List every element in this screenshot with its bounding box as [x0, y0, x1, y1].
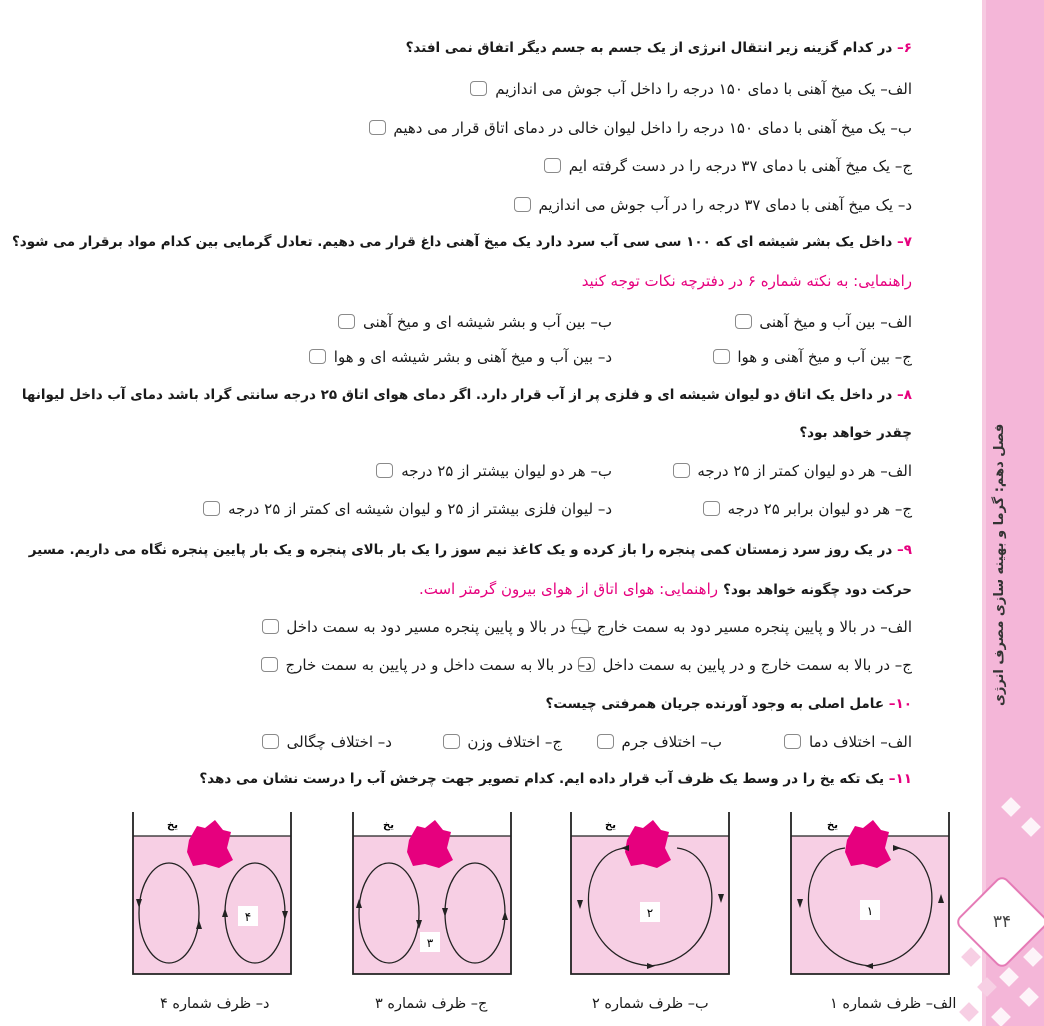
option-7-be[interactable] — [338, 313, 612, 331]
question-9 — [10, 542, 912, 558]
option-label: د– بین آب و میخ آهنی و بشر شیشه ای و هوا — [333, 348, 612, 366]
checkbox[interactable] — [673, 463, 690, 478]
option-label: ج– اختلاف وزن — [467, 733, 562, 751]
hint-7: راهنمایی: به نکته شماره ۶ در دفترچه نکات توجه کنید — [581, 272, 912, 290]
question-number: ۷– — [897, 234, 912, 250]
option-label: الف– هر دو لیوان کمتر از ۲۵ درجه — [697, 462, 912, 480]
option-label: د– اختلاف چگالی — [286, 733, 392, 751]
caption-label: ب– ظرف شماره ۲ — [592, 996, 709, 1012]
option-label: الف– یک میخ آهنی با دمای ۱۵۰ درجه را داخل آب جوش می اندازیم — [495, 80, 912, 98]
option-8-alef[interactable] — [673, 462, 912, 480]
ice-label: یخ — [167, 820, 178, 831]
question-9-line2 — [10, 579, 912, 598]
question-10 — [10, 696, 912, 712]
question-text: عامل اصلی به وجود آورنده جریان همرفتی چیست؟ — [545, 696, 885, 712]
page-number: ۳۴ — [992, 912, 1012, 932]
figure-caption-1[interactable] — [830, 996, 956, 1012]
option-8-dal[interactable] — [203, 500, 612, 518]
checkbox[interactable] — [262, 619, 279, 634]
checkbox[interactable] — [713, 349, 730, 364]
checkbox[interactable] — [703, 501, 720, 516]
caption-label: د– ظرف شماره ۴ — [160, 996, 270, 1012]
option-10-jim[interactable] — [443, 733, 562, 751]
checkbox[interactable] — [262, 734, 279, 749]
option-9-jim[interactable] — [578, 656, 912, 674]
figure-number: ۳ — [426, 936, 434, 950]
option-10-dal[interactable] — [262, 733, 392, 751]
figure-caption-3[interactable] — [375, 996, 487, 1012]
question-text: در داخل یک اتاق دو لیوان شیشه ای و فلزی پر از آب قرار دارد. اگر دمای هوای اتاق ۲۵ درجه سانتی گراد باشد دمای آب داخل لیوانها — [21, 387, 893, 403]
option-label: ب– یک میخ آهنی با دمای ۱۵۰ درجه را داخل لیوان خالی در دمای اتاق قرار می دهیم — [393, 119, 912, 137]
question-7 — [10, 234, 912, 250]
ice-cube — [625, 820, 671, 868]
option-10-alef[interactable] — [784, 733, 912, 751]
question-8-line2: چقدر خواهد بود؟ — [799, 425, 912, 441]
option-8-jim[interactable] — [703, 500, 912, 518]
option-10-be[interactable] — [597, 733, 722, 751]
option-label: د– در بالا به سمت داخل و در پایین به سمت خارج — [285, 656, 592, 674]
option-label: ب– اختلاف جرم — [621, 733, 722, 751]
option-label: ج– در بالا به سمت خارج و در پایین به سمت داخل — [602, 656, 912, 674]
option-label: د– یک میخ آهنی با دمای ۳۷ درجه را در آب جوش می اندازیم — [538, 196, 912, 214]
figure-number: ۱ — [866, 904, 874, 918]
option-9-dal[interactable] — [261, 656, 592, 674]
option-label: ج– هر دو لیوان برابر ۲۵ درجه — [727, 500, 912, 518]
option-6-dal[interactable] — [10, 196, 912, 214]
question-text: حرکت دود چگونه خواهد بود؟ — [723, 582, 912, 598]
checkbox[interactable] — [369, 120, 386, 135]
question-number: ۱۱– — [888, 771, 912, 787]
option-label: الف– اختلاف دما — [808, 733, 912, 751]
question-number: ۱۰– — [888, 696, 912, 712]
option-6-alef[interactable] — [10, 80, 912, 98]
ice-cube — [187, 820, 233, 868]
checkbox[interactable] — [470, 81, 487, 96]
option-6-jim[interactable] — [10, 157, 912, 175]
question-6 — [10, 40, 912, 56]
question-text: یک تکه یخ را در وسط یک ظرف آب قرار داده ایم. کدام تصویر جهت چرخش آب را درست نشان می دهد؟ — [199, 771, 885, 787]
option-6-be[interactable] — [10, 119, 912, 137]
option-label: ب– در بالا و پایین پنجره مسیر دود به سمت داخل — [286, 618, 592, 636]
caption-label: ج– ظرف شماره ۳ — [375, 996, 488, 1012]
question-text: داخل یک بشر شیشه ای که ۱۰۰ سی سی آب سرد دارد یک میخ آهنی داغ قرار می دهیم. تعادل گرمایی بین کدام مواد برقرار می شود؟ — [11, 234, 893, 250]
option-label: د– لیوان فلزی بیشتر از ۲۵ و لیوان شیشه ای کمتر از ۲۵ درجه — [228, 500, 612, 518]
checkbox[interactable] — [544, 158, 561, 173]
checkbox[interactable] — [376, 463, 393, 478]
question-number: ۸– — [897, 387, 912, 403]
option-label: الف– در بالا و پایین پنجره مسیر دود به سمت خارج — [596, 618, 912, 636]
ice-label: یخ — [827, 820, 838, 831]
checkbox[interactable] — [309, 349, 326, 364]
question-number: ۶– — [897, 40, 912, 56]
container-figure-3 — [347, 808, 517, 978]
caption-label: الف– ظرف شماره ۱ — [830, 996, 957, 1012]
question-text: در کدام گزینه زیر انتقال انرژی از یک جسم به جسم دیگر اتفاق نمی افتد؟ — [405, 40, 893, 56]
ice-label: یخ — [605, 820, 616, 831]
chapter-title: فصل دهم: گرما و بهینه سازی مصرف انرژی — [992, 423, 1007, 707]
checkbox[interactable] — [261, 657, 278, 672]
option-8-be[interactable] — [376, 462, 612, 480]
container-figure-2 — [565, 808, 735, 978]
figure-number: ۴ — [244, 910, 252, 924]
option-7-alef[interactable] — [735, 313, 912, 331]
container-figure-4 — [127, 808, 297, 978]
option-9-alef[interactable] — [572, 618, 912, 636]
option-label: ب– بین آب و بشر شیشه ای و میخ آهنی — [362, 313, 612, 331]
ice-cube — [845, 820, 891, 868]
option-label: ج– یک میخ آهنی با دمای ۳۷ درجه را در دست گرفته ایم — [568, 157, 912, 175]
ice-cube — [407, 820, 453, 868]
figure-caption-2[interactable] — [592, 996, 709, 1012]
hint-9: راهنمایی: هوای اتاق از هوای بیرون گرمتر است. — [418, 580, 719, 598]
option-7-dal[interactable] — [309, 348, 612, 366]
checkbox[interactable] — [338, 314, 355, 329]
ice-label: یخ — [383, 820, 394, 831]
question-8 — [10, 387, 912, 403]
checkbox[interactable] — [514, 197, 531, 212]
option-7-jim[interactable] — [713, 348, 912, 366]
checkbox[interactable] — [735, 314, 752, 329]
option-label: الف– بین آب و میخ آهنی — [759, 313, 912, 331]
figure-number: ۲ — [646, 906, 654, 920]
checkbox[interactable] — [443, 734, 460, 749]
option-9-be[interactable] — [262, 618, 592, 636]
checkbox[interactable] — [597, 734, 614, 749]
checkbox[interactable] — [784, 734, 801, 749]
checkbox[interactable] — [203, 501, 220, 516]
figure-caption-4[interactable] — [160, 996, 269, 1012]
question-number: ۹– — [897, 542, 912, 558]
option-label: ب– هر دو لیوان بیشتر از ۲۵ درجه — [401, 462, 612, 480]
question-11 — [10, 771, 912, 787]
container-figure-1 — [785, 808, 955, 978]
question-text: در یک روز سرد زمستان کمی پنجره را باز کرده و یک کاغذ نیم سوز را یک بار بالای پنجره و یک بار پایین پنجره نگاه می داریم. مسیر — [28, 542, 893, 558]
option-label: ج– بین آب و میخ آهنی و هوا — [737, 348, 912, 366]
